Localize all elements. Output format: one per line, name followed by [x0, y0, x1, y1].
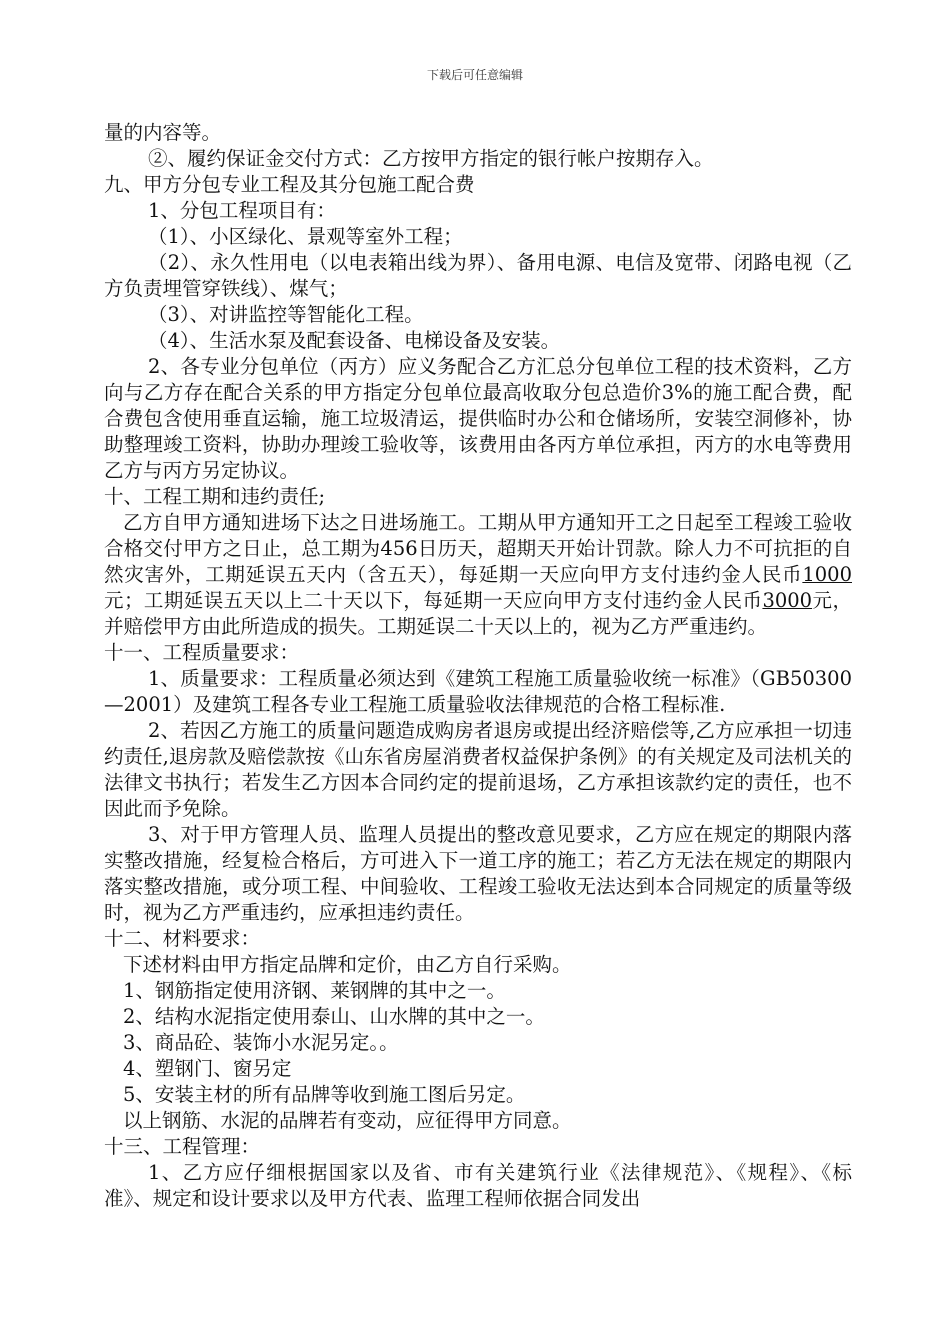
subcontract-coordination-fee: 2、各专业分包单位（丙方）应义务配合乙方汇总分包单位工程的技术资料，乙方向与乙方存在配合关系的甲方指定分包单位最高收取分包总造价3%的施工配合费，配合费包含使用垂直运输，施工垃圾清运，提供临时办公和仓储场所，安装空洞修补，协助整理竣工资料，协助办理竣工验收等，该费用由各丙方单位承担，丙方的水电等费用乙方与丙方另定协议。 [104, 355, 852, 482]
penalty-amount-2: 3000 [762, 589, 813, 612]
materials-brand-change-note: 以上钢筋、水泥的品牌若有变动，应征得甲方同意。 [123, 1109, 572, 1132]
subcontract-items-heading: 1、分包工程项目有： [148, 199, 336, 222]
material-item-3: 3、商品砼、装饰小水泥另定。。 [123, 1031, 399, 1054]
schedule-text-c: 元，并赔偿甲方由此所造成的损失。工期延误二十天以上的，视为乙方严重违约。 [104, 589, 852, 638]
penalty-amount-1: 1000 [802, 563, 852, 586]
schedule-penalty-paragraph [104, 510, 852, 640]
schedule-text-a: 乙方自甲方通知进场下达之日进场施工。工期从甲方通知开工之日起至工程竣工验收合格交付甲方之日止，总工期为456日历天，超期天开始计罚款。除人力不可抗拒的自然灾害外，工期延误五天内（含五天），每延期一天应向甲方支付违约金人民币 [104, 511, 852, 586]
materials-intro: 下述材料由甲方指定品牌和定价，由乙方自行采购。 [123, 953, 572, 976]
material-item-1: 1、钢筋指定使用济钢、莱钢牌的其中之一。 [123, 979, 506, 1002]
material-item-5: 5、安装主材的所有品牌等收到施工图后另定。 [123, 1083, 526, 1106]
paragraph-continuation: 量的内容等。 [104, 121, 222, 144]
material-item-4: 4、塑钢门、窗另定 [123, 1057, 292, 1080]
quality-requirement-3: 3、对于甲方管理人员、监理人员提出的整改意见要求，乙方应在规定的期限内落实整改措施，经复检合格后，方可进入下一道工序的施工；若乙方无法在规定的期限内落实整改措施，或分项工程、中间验收、工程竣工验收无法达到本合同规定的质量等级时，视为乙方严重违约，应承担违约责任。 [104, 823, 852, 924]
quality-requirement-1: 1、质量要求：工程质量必须达到《建筑工程施工质量验收统一标准》（GB50300—2001）及建筑工程各专业工程施工质量验收法律规范的合格工程标准. [104, 667, 852, 716]
performance-bond-payment: ②、履约保证金交付方式：乙方按甲方指定的银行帐户按期存入。 [148, 147, 714, 170]
section-heading-11: 十一、工程质量要求： [104, 641, 300, 664]
section-heading-13: 十三、工程管理： [104, 1135, 261, 1158]
schedule-text-b: 元；工期延误五天以上二十天以下，每延期一天应向甲方支付违约金人民币 [104, 589, 763, 612]
quality-requirement-2: 2、若因乙方施工的质量问题造成购房者退房或提出经济赔偿等,乙方应承担一切违约责任,退房款及赔偿款按《山东省房屋消费者权益保护条例》的有关规定及司法机关的法律文书执行；若发生乙方因本合同约定的提前退场，乙方承担该款约定的责任，也不因此而予免除。 [104, 719, 852, 820]
document-body [104, 120, 852, 1212]
subcontract-item-1: （1）、小区绿化、景观等室外工程； [148, 225, 463, 248]
subcontract-item-2: （2）、永久性用电（以电表箱出线为界）、备用电源、电信及宽带、闭路电视（乙方负责埋管穿铁线）、煤气； [104, 251, 852, 300]
material-item-2: 2、结构水泥指定使用泰山、山水牌的其中之一。 [123, 1005, 545, 1028]
subcontract-item-3: （3）、对讲监控等智能化工程。 [148, 303, 424, 326]
management-item-1: 1、乙方应仔细根据国家以及省、市有关建筑行业《法律规范》、《规程》、《标准》、规定和设计要求以及甲方代表、监理工程师依据合同发出 [104, 1161, 852, 1210]
section-heading-9: 九、甲方分包专业工程及其分包施工配合费 [104, 173, 475, 196]
section-heading-10: 十、工程工期和违约责任; [104, 485, 326, 508]
section-heading-12: 十二、材料要求： [104, 927, 261, 950]
page-header-note: 下载后可任意编辑 [426, 68, 523, 82]
subcontract-item-4: （4）、生活水泵及配套设备、电梯设备及安装。 [148, 329, 561, 352]
